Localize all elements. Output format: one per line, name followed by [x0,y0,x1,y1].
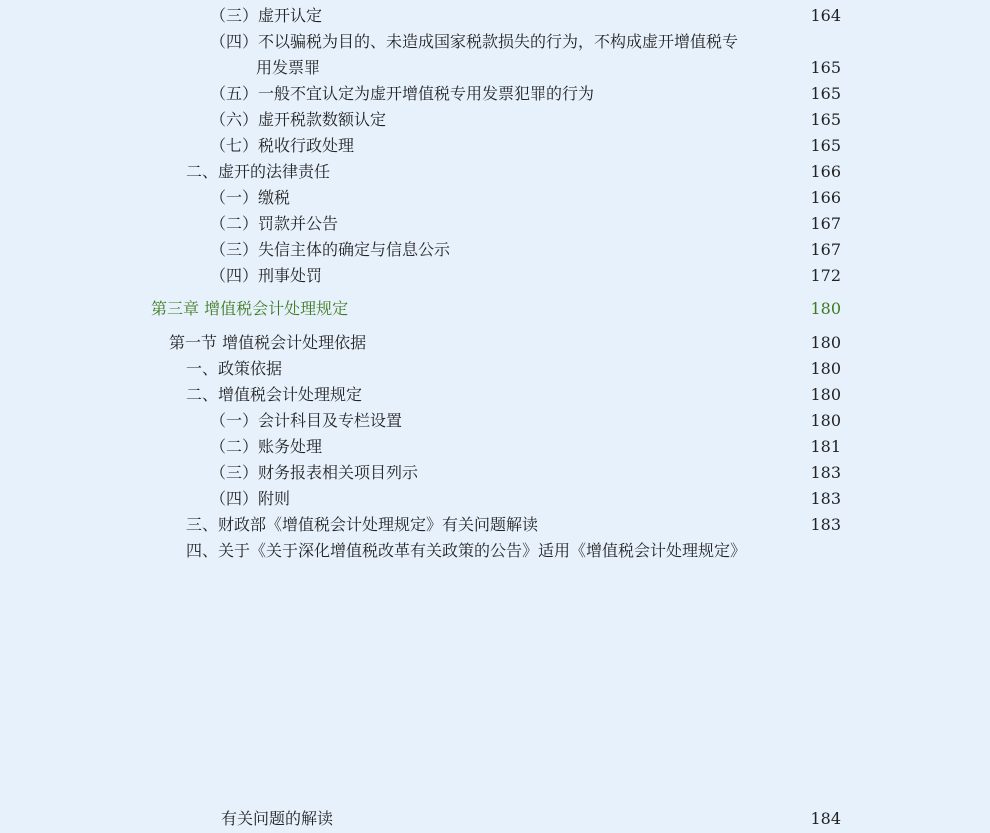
toc-entry-label: （四）刑事处罚 [210,266,323,285]
toc-entry-page: 165 [810,136,841,155]
toc-entry-label: 二、虚开的法律责任 [186,162,331,181]
toc-entry[interactable] [0,185,990,211]
toc-entry-label: 三、财政部《增值税会计处理规定》有关问题解读 [186,515,539,534]
toc-section-heading[interactable] [0,330,990,356]
toc-entry[interactable] [0,159,990,185]
toc-entry[interactable] [0,382,990,408]
toc-entry[interactable] [0,512,990,538]
toc-entry-label: （四）附则 [210,489,291,508]
toc-entry-page: 180 [810,359,841,378]
toc-entry-page: 183 [810,463,841,482]
toc-entry-label: （五）一般不宜认定为虚开增值税专用发票犯罪的行为 [210,84,595,103]
toc-entry[interactable] [0,29,990,55]
toc-entry-continuation[interactable] [0,806,990,832]
toc-entry-label: 二、增值税会计处理规定 [186,385,363,404]
toc-entry-label: （六）虚开税款数额认定 [210,110,387,129]
toc-entry-page: 181 [810,437,841,456]
toc-entry[interactable] [0,408,990,434]
toc-entry[interactable] [0,3,990,29]
toc-entry-page: 166 [810,162,841,181]
toc-entry-page: 165 [810,58,841,77]
toc-entry-label: （四）不以骗税为目的、未造成国家税款损失的行为，不构成虚开增值税专 [210,32,739,51]
toc-entry-label: （三）虚开认定 [210,6,323,25]
toc-entry-page: 180 [810,385,841,404]
toc-entry[interactable] [0,237,990,263]
toc-entry-label: 有关问题的解读 [221,809,334,828]
toc-entry-label: （二）罚款并公告 [210,214,339,233]
toc-entry-page: 183 [810,489,841,508]
toc-entry-page: 180 [810,299,841,318]
toc-entry-label: （三）财务报表相关项目列示 [210,463,419,482]
toc-entry[interactable] [0,133,990,159]
toc-entry[interactable] [0,81,990,107]
toc-entry-page: 167 [810,214,841,233]
toc-chapter-heading[interactable] [0,296,990,322]
toc-entry-page: 166 [810,188,841,207]
toc-entry-page: 180 [810,411,841,430]
toc-entry[interactable] [0,538,990,564]
toc-entry-label: （七）税收行政处理 [210,136,355,155]
toc-entry-page: 164 [810,6,841,25]
toc-entry-label: 第一节 增值税会计处理依据 [169,333,367,352]
toc-entry-page: 165 [810,84,841,103]
toc-entry-page: 172 [810,266,841,285]
toc-entry-page: 184 [810,809,841,828]
toc-entry-page: 165 [810,110,841,129]
toc-entry[interactable] [0,434,990,460]
toc-entry-label: （一）会计科目及专栏设置 [210,411,403,430]
toc-entry-continuation[interactable] [0,55,990,81]
toc-entry[interactable] [0,263,990,289]
toc-entry[interactable] [0,460,990,486]
toc-entry[interactable] [0,486,990,512]
toc-entry[interactable] [0,107,990,133]
toc-entry-label: 一、政策依据 [186,359,283,378]
toc-entry-page: 183 [810,515,841,534]
toc-entry-label: （二）账务处理 [210,437,323,456]
toc-entry-label: （一）缴税 [210,188,291,207]
toc-entry-label: （三）失信主体的确定与信息公示 [210,240,451,259]
toc-entry[interactable] [0,211,990,237]
toc-entry-label: 四、关于《关于深化增值税改革有关政策的公告》适用《增值税会计处理规定》 [186,541,747,560]
toc-entry-label: 第三章 增值税会计处理规定 [151,299,349,318]
toc-entry-page: 180 [810,333,841,352]
toc-entry-label: 用发票罪 [256,58,321,77]
toc-entry-page: 167 [810,240,841,259]
toc-entry[interactable] [0,356,990,382]
